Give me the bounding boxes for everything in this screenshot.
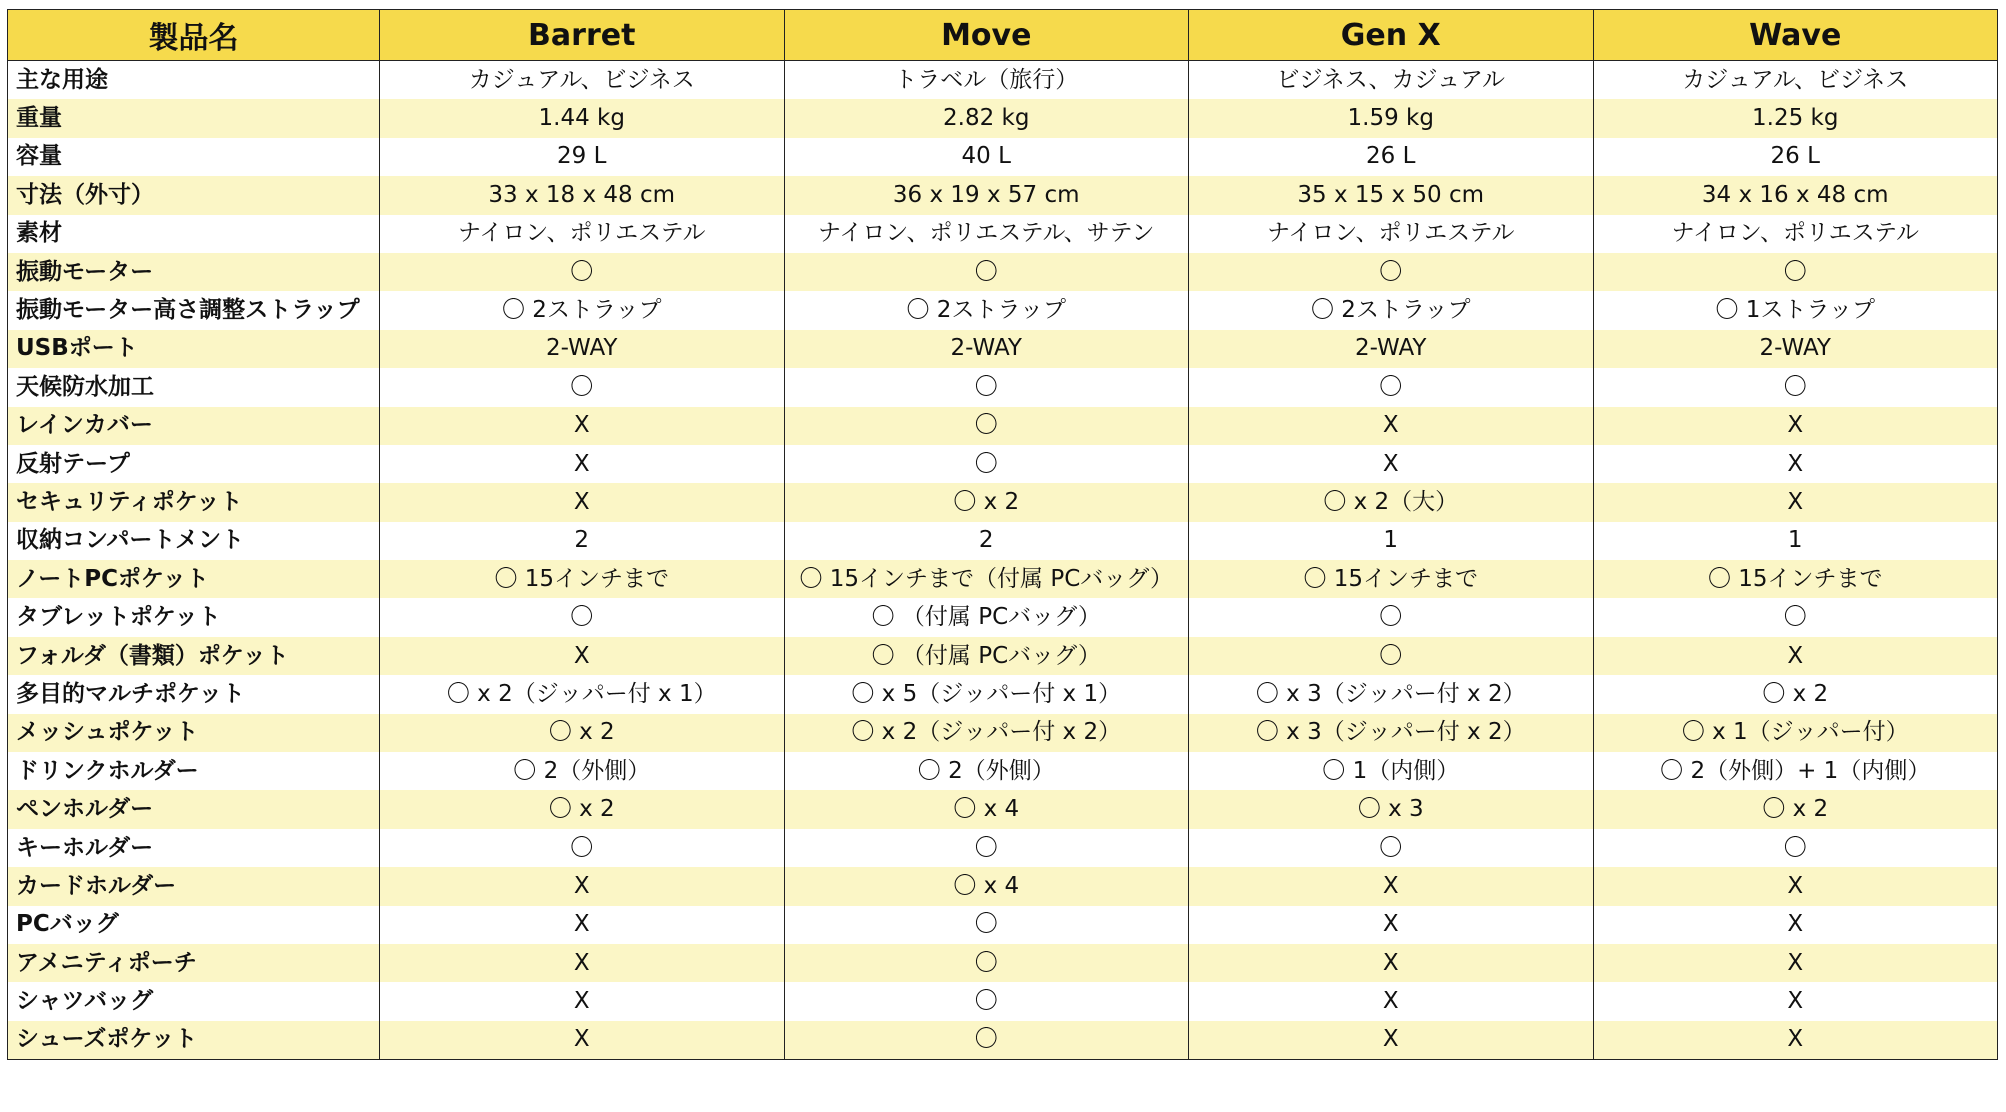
- table-row: [8, 1021, 1998, 1060]
- product-comparison-table: [7, 9, 1998, 1060]
- cell-gen-x: X: [1189, 982, 1594, 1020]
- cell-move: 36 x 19 x 57 cm: [784, 176, 1189, 214]
- row-label: メッシュポケット: [8, 714, 380, 752]
- table-row: [8, 867, 1998, 905]
- cell-move: 〇 （付属 PCバッグ）: [784, 637, 1189, 675]
- table-row: [8, 138, 1998, 176]
- cell-barret: X: [380, 867, 785, 905]
- cell-gen-x: X: [1189, 445, 1594, 483]
- row-label: カードホルダー: [8, 867, 380, 905]
- row-label: 素材: [8, 215, 380, 253]
- row-label: フォルダ（書類）ポケット: [8, 637, 380, 675]
- cell-barret: 〇: [380, 829, 785, 867]
- comparison-table-container: [7, 9, 1998, 1060]
- cell-barret: 〇 2ストラップ: [380, 291, 785, 329]
- table-row: [8, 560, 1998, 598]
- row-label: PCバッグ: [8, 906, 380, 944]
- table-row: [8, 829, 1998, 867]
- cell-barret: X: [380, 944, 785, 982]
- cell-wave: 〇 2（外側）+ 1（内側）: [1593, 752, 1998, 790]
- cell-barret: 〇: [380, 253, 785, 291]
- cell-move: 〇 x 5（ジッパー付 x 1）: [784, 675, 1189, 713]
- cell-move: 〇 2ストラップ: [784, 291, 1189, 329]
- table-row: [8, 944, 1998, 982]
- row-label: 天候防水加工: [8, 368, 380, 406]
- cell-wave: 2-WAY: [1593, 330, 1998, 368]
- cell-wave: 〇: [1593, 368, 1998, 406]
- cell-wave: X: [1593, 906, 1998, 944]
- row-label: シャツバッグ: [8, 982, 380, 1020]
- row-label: 重量: [8, 99, 380, 137]
- cell-move: 〇 2（外側）: [784, 752, 1189, 790]
- cell-wave: ナイロン、ポリエステル: [1593, 215, 1998, 253]
- cell-move: 〇 15インチまで（付属 PCバッグ）: [784, 560, 1189, 598]
- cell-move: 2-WAY: [784, 330, 1189, 368]
- cell-gen-x: X: [1189, 407, 1594, 445]
- header-product-name: 製品名: [8, 10, 380, 61]
- cell-wave: X: [1593, 944, 1998, 982]
- table-row: [8, 330, 1998, 368]
- cell-barret: X: [380, 407, 785, 445]
- table-row: [8, 483, 1998, 521]
- cell-barret: 29 L: [380, 138, 785, 176]
- table-row: [8, 790, 1998, 828]
- cell-move: 〇 x 2: [784, 483, 1189, 521]
- table-row: [8, 445, 1998, 483]
- cell-gen-x: X: [1189, 944, 1594, 982]
- cell-gen-x: 〇: [1189, 829, 1594, 867]
- cell-move: 〇: [784, 944, 1189, 982]
- cell-barret: 2-WAY: [380, 330, 785, 368]
- cell-barret: ナイロン、ポリエステル: [380, 215, 785, 253]
- table-row: [8, 598, 1998, 636]
- table-row: [8, 906, 1998, 944]
- cell-barret: 〇 15インチまで: [380, 560, 785, 598]
- row-label: キーホルダー: [8, 829, 380, 867]
- cell-barret: 〇: [380, 598, 785, 636]
- table-row: [8, 675, 1998, 713]
- cell-move: 〇: [784, 906, 1189, 944]
- cell-barret: 〇 x 2（ジッパー付 x 1）: [380, 675, 785, 713]
- cell-barret: 2: [380, 522, 785, 560]
- cell-wave: 〇: [1593, 598, 1998, 636]
- cell-gen-x: 〇: [1189, 598, 1594, 636]
- row-label: 多目的マルチポケット: [8, 675, 380, 713]
- cell-barret: カジュアル、ビジネス: [380, 61, 785, 100]
- cell-wave: 〇 15インチまで: [1593, 560, 1998, 598]
- table-header: [8, 10, 1998, 61]
- table-row: [8, 253, 1998, 291]
- cell-move: 〇: [784, 445, 1189, 483]
- cell-gen-x: 1.59 kg: [1189, 99, 1594, 137]
- row-label: アメニティポーチ: [8, 944, 380, 982]
- cell-barret: 〇 2（外側）: [380, 752, 785, 790]
- cell-wave: 〇 x 2: [1593, 790, 1998, 828]
- row-label: 収納コンパートメント: [8, 522, 380, 560]
- table-row: [8, 99, 1998, 137]
- cell-wave: 〇: [1593, 829, 1998, 867]
- cell-gen-x: 〇: [1189, 368, 1594, 406]
- cell-gen-x: ナイロン、ポリエステル: [1189, 215, 1594, 253]
- cell-move: 2.82 kg: [784, 99, 1189, 137]
- cell-move: 〇: [784, 829, 1189, 867]
- cell-move: 〇 x 4: [784, 790, 1189, 828]
- cell-wave: 〇 x 1（ジッパー付）: [1593, 714, 1998, 752]
- cell-gen-x: 〇: [1189, 637, 1594, 675]
- cell-gen-x: 〇 x 3: [1189, 790, 1594, 828]
- row-label: 主な用途: [8, 61, 380, 100]
- cell-gen-x: 〇 x 2（大）: [1189, 483, 1594, 521]
- cell-barret: X: [380, 1021, 785, 1060]
- row-label: ドリンクホルダー: [8, 752, 380, 790]
- cell-move: 〇: [784, 982, 1189, 1020]
- cell-gen-x: 〇 15インチまで: [1189, 560, 1594, 598]
- cell-wave: X: [1593, 445, 1998, 483]
- header-gen-x: Gen X: [1189, 10, 1594, 61]
- cell-gen-x: X: [1189, 867, 1594, 905]
- cell-move: 〇 x 2（ジッパー付 x 2）: [784, 714, 1189, 752]
- header-move: Move: [784, 10, 1189, 61]
- cell-move: ナイロン、ポリエステル、サテン: [784, 215, 1189, 253]
- row-label: ノートPCポケット: [8, 560, 380, 598]
- cell-move: 〇: [784, 1021, 1189, 1060]
- row-label: 反射テープ: [8, 445, 380, 483]
- row-label: タブレットポケット: [8, 598, 380, 636]
- cell-barret: X: [380, 445, 785, 483]
- cell-wave: 34 x 16 x 48 cm: [1593, 176, 1998, 214]
- row-label: 容量: [8, 138, 380, 176]
- table-row: [8, 407, 1998, 445]
- cell-move: 〇: [784, 407, 1189, 445]
- cell-barret: X: [380, 906, 785, 944]
- cell-gen-x: X: [1189, 906, 1594, 944]
- cell-barret: X: [380, 637, 785, 675]
- table-row: [8, 291, 1998, 329]
- cell-wave: カジュアル、ビジネス: [1593, 61, 1998, 100]
- cell-wave: X: [1593, 867, 1998, 905]
- cell-barret: 〇: [380, 368, 785, 406]
- cell-gen-x: X: [1189, 1021, 1594, 1060]
- table-row: [8, 714, 1998, 752]
- cell-gen-x: 1: [1189, 522, 1594, 560]
- row-label: USBポート: [8, 330, 380, 368]
- cell-barret: 33 x 18 x 48 cm: [380, 176, 785, 214]
- cell-wave: 26 L: [1593, 138, 1998, 176]
- cell-gen-x: 〇 1（内側）: [1189, 752, 1594, 790]
- table-row: [8, 982, 1998, 1020]
- cell-move: 〇 x 4: [784, 867, 1189, 905]
- cell-move: 〇: [784, 368, 1189, 406]
- cell-gen-x: 〇 x 3（ジッパー付 x 2）: [1189, 675, 1594, 713]
- row-label: セキュリティポケット: [8, 483, 380, 521]
- cell-wave: 〇: [1593, 253, 1998, 291]
- header-barret: Barret: [380, 10, 785, 61]
- cell-wave: 〇 1ストラップ: [1593, 291, 1998, 329]
- cell-move: 40 L: [784, 138, 1189, 176]
- table-row: [8, 637, 1998, 675]
- cell-wave: X: [1593, 407, 1998, 445]
- table-row: [8, 368, 1998, 406]
- header-row: [8, 10, 1998, 61]
- cell-gen-x: ビジネス、カジュアル: [1189, 61, 1594, 100]
- cell-wave: 1.25 kg: [1593, 99, 1998, 137]
- cell-gen-x: 2-WAY: [1189, 330, 1594, 368]
- cell-wave: X: [1593, 483, 1998, 521]
- cell-barret: 1.44 kg: [380, 99, 785, 137]
- table-row: [8, 752, 1998, 790]
- header-wave: Wave: [1593, 10, 1998, 61]
- table-body: [8, 61, 1998, 1060]
- table-row: [8, 176, 1998, 214]
- cell-move: 〇 （付属 PCバッグ）: [784, 598, 1189, 636]
- row-label: レインカバー: [8, 407, 380, 445]
- cell-barret: 〇 x 2: [380, 790, 785, 828]
- table-row: [8, 522, 1998, 560]
- cell-wave: 1: [1593, 522, 1998, 560]
- cell-move: 〇: [784, 253, 1189, 291]
- row-label: 寸法（外寸）: [8, 176, 380, 214]
- cell-barret: X: [380, 982, 785, 1020]
- cell-move: トラベル（旅行）: [784, 61, 1189, 100]
- table-row: [8, 215, 1998, 253]
- table-row: [8, 61, 1998, 100]
- cell-move: 2: [784, 522, 1189, 560]
- cell-wave: X: [1593, 637, 1998, 675]
- cell-wave: X: [1593, 1021, 1998, 1060]
- row-label: 振動モーター: [8, 253, 380, 291]
- row-label: シューズポケット: [8, 1021, 380, 1060]
- cell-gen-x: 〇: [1189, 253, 1594, 291]
- cell-barret: 〇 x 2: [380, 714, 785, 752]
- cell-gen-x: 〇 2ストラップ: [1189, 291, 1594, 329]
- cell-wave: 〇 x 2: [1593, 675, 1998, 713]
- cell-gen-x: 35 x 15 x 50 cm: [1189, 176, 1594, 214]
- cell-gen-x: 26 L: [1189, 138, 1594, 176]
- cell-gen-x: 〇 x 3（ジッパー付 x 2）: [1189, 714, 1594, 752]
- row-label: 振動モーター高さ調整ストラップ: [8, 291, 380, 329]
- cell-wave: X: [1593, 982, 1998, 1020]
- row-label: ペンホルダー: [8, 790, 380, 828]
- cell-barret: X: [380, 483, 785, 521]
